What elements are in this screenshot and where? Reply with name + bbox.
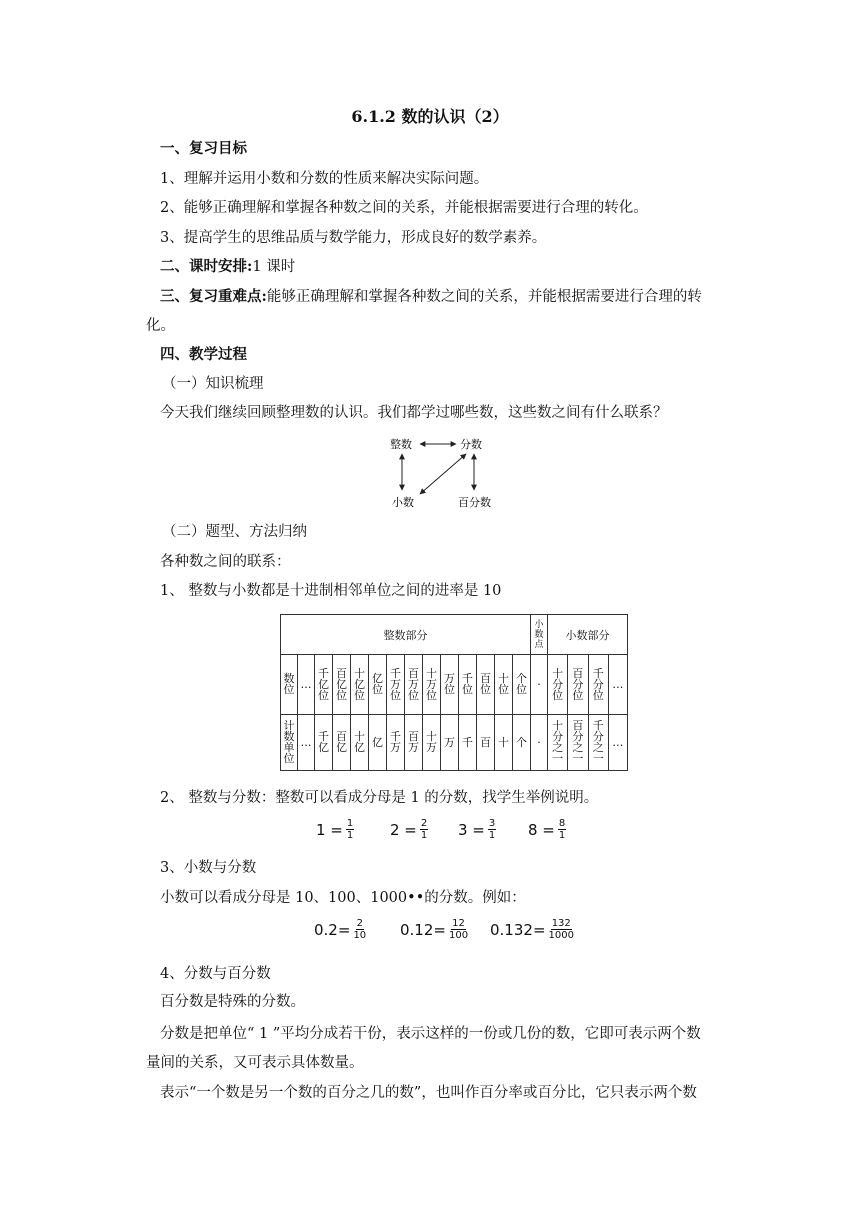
equation-lhs: 3 = <box>458 820 485 839</box>
numerator: 3 <box>488 818 496 829</box>
schedule-value: 1 课时 <box>252 259 296 275</box>
numerator: 12 <box>452 918 465 929</box>
fraction <box>420 818 428 841</box>
denominator: 10 <box>353 930 367 941</box>
numerator: 2 <box>420 818 428 829</box>
header-integer-part: 整数部分 <box>281 615 531 655</box>
equation-lhs: 2 = <box>390 820 417 839</box>
node-percent: 百分数 <box>458 496 491 509</box>
goal-item-3: 3、提高学生的思维品质与数学能力，形成良好的数学素养。 <box>160 230 547 246</box>
place-cell-ellipsis: … <box>298 655 315 715</box>
keypoints-line <box>160 287 702 307</box>
unit-cell: 百万 <box>405 715 423 771</box>
point-2: 2、 整数与分数：整数可以看成分母是 1 的分数，找学生举例说明。 <box>160 790 599 806</box>
equation-lhs: 0.2= <box>314 920 351 939</box>
subheading-methods: （二）题型、方法归纳 <box>162 524 307 540</box>
denominator: 1 <box>558 830 566 841</box>
fraction <box>549 918 574 941</box>
node-integer: 整数 <box>390 438 412 451</box>
arrow-decimal-fraction <box>420 454 466 494</box>
equation <box>400 918 468 941</box>
point-4-text-2: 分数是把单位“ 1 ”平均分成若干份，表示这样的一份或几份的数，它即可表示两个数 <box>160 1026 701 1042</box>
unit-cell: 十万 <box>423 715 441 771</box>
numerator: 1 <box>346 818 354 829</box>
place-cell: 十万位 <box>423 655 441 715</box>
point-4-text-1: 百分数是特殊的分数。 <box>160 994 305 1010</box>
place-cell: 十位 <box>495 655 513 715</box>
equation <box>490 918 574 941</box>
goal-item-1: 1、理解并运用小数和分数的性质来解决实际问题。 <box>160 171 489 187</box>
decimal-place-cell: 百分位 <box>568 655 588 715</box>
decimal-unit-cell: 百分之一 <box>568 715 588 771</box>
section-heading-schedule: 二、课时安排: <box>160 258 253 275</box>
place-cell: 千位 <box>459 655 477 715</box>
place-cell: 千亿位 <box>315 655 333 715</box>
section-heading-keypoints: 三、复习重难点: <box>160 288 267 305</box>
place-cell: 千万位 <box>387 655 405 715</box>
denominator: 1 <box>420 830 428 841</box>
place-cell: 十亿位 <box>351 655 369 715</box>
keypoints-text: 能够正确理解和掌握各种数之间的关系，并能根据需要进行合理的转 <box>266 289 702 305</box>
decimal-place-ellipsis: … <box>608 655 627 715</box>
numerator: 8 <box>558 818 566 829</box>
unit-cell: 亿 <box>369 715 387 771</box>
equation-lhs: 1 = <box>316 820 343 839</box>
decimal-unit-ellipsis: … <box>608 715 627 771</box>
row-label-place: 数位 <box>281 655 298 715</box>
fraction <box>488 818 496 841</box>
fraction <box>353 918 366 941</box>
denominator: 1 <box>346 830 354 841</box>
unit-cell: 万 <box>441 715 459 771</box>
schedule-line <box>160 257 295 277</box>
row-units <box>281 715 628 771</box>
keypoints-text-cont: 化。 <box>146 318 175 334</box>
denominator: 1 <box>488 830 496 841</box>
point-4-text-3: 表示“一个数是另一个数的百分之几的数”，也叫作百分率或百分比，它只表示两个数 <box>160 1085 697 1101</box>
place-cell: 百位 <box>477 655 495 715</box>
fraction <box>449 918 468 941</box>
point-3-text: 小数可以看成分母是 10、100、1000••的分数。例如： <box>160 890 526 906</box>
place-cell: 百万位 <box>405 655 423 715</box>
equation <box>390 818 428 841</box>
unit-cell-point: · <box>531 715 548 771</box>
unit-cell: 千 <box>459 715 477 771</box>
goal-item-2: 2、能够正确理解和掌握各种数之间的关系，并能根据需要进行合理的转化。 <box>160 200 648 216</box>
denominator: 100 <box>448 930 469 941</box>
numerator: 2 <box>356 918 363 929</box>
denominator: 1000 <box>548 930 574 941</box>
point-4-text-2-cont: 量间的关系，又可表示具体数量。 <box>146 1055 364 1071</box>
equation <box>316 818 354 841</box>
section-heading-goals: 一、复习目标 <box>160 140 247 157</box>
page-title: 6.1.2 数的认识（2） <box>351 107 509 126</box>
intro-text: 今天我们继续回顾整理数的认识。我们都学过哪些数，这些数之间有什么联系？ <box>160 405 668 421</box>
point-1: 1、 整数与小数都是十进制相邻单位之间的进率是 10 <box>160 583 502 599</box>
point-3-heading: 3、小数与分数 <box>160 860 257 876</box>
unit-cell: 千万 <box>387 715 405 771</box>
point-4-heading: 4、分数与百分数 <box>160 966 271 982</box>
unit-cell: 百 <box>477 715 495 771</box>
place-cell-point: · <box>531 655 548 715</box>
numerator: 132 <box>551 918 571 929</box>
equation <box>528 818 566 841</box>
place-value-table <box>280 614 628 771</box>
fraction <box>558 818 566 841</box>
row-places <box>281 655 628 715</box>
equation-lhs: 0.132= <box>490 920 546 939</box>
subheading-knowledge: （一）知识梳理 <box>162 376 264 392</box>
section-heading-process: 四、教学过程 <box>160 346 247 363</box>
equation <box>314 918 366 941</box>
node-fraction: 分数 <box>460 438 482 451</box>
decimal-unit-cell: 十分之一 <box>548 715 568 771</box>
node-decimal: 小数 <box>392 496 414 509</box>
equation <box>458 818 496 841</box>
header-decimal-point: 小数点 <box>531 615 548 655</box>
relation-intro: 各种数之间的联系： <box>160 554 291 570</box>
fraction <box>346 818 354 841</box>
equation-lhs: 0.12= <box>400 920 446 939</box>
unit-cell: 十亿 <box>351 715 369 771</box>
place-cell: 个位 <box>513 655 531 715</box>
decimal-place-cell: 十分位 <box>548 655 568 715</box>
decimal-unit-cell: 千分之一 <box>588 715 608 771</box>
number-relation-diagram <box>380 432 510 512</box>
unit-cell: 个 <box>513 715 531 771</box>
equation-lhs: 8 = <box>528 820 555 839</box>
place-cell: 万位 <box>441 655 459 715</box>
unit-cell: 百亿 <box>333 715 351 771</box>
header-decimal-part: 小数部分 <box>548 615 628 655</box>
decimal-place-cell: 千分位 <box>588 655 608 715</box>
place-cell: 亿位 <box>369 655 387 715</box>
place-cell: 百亿位 <box>333 655 351 715</box>
unit-cell-ellipsis: … <box>298 715 315 771</box>
unit-cell: 十 <box>495 715 513 771</box>
row-label-unit: 计数单位 <box>281 715 298 771</box>
unit-cell: 千亿 <box>315 715 333 771</box>
